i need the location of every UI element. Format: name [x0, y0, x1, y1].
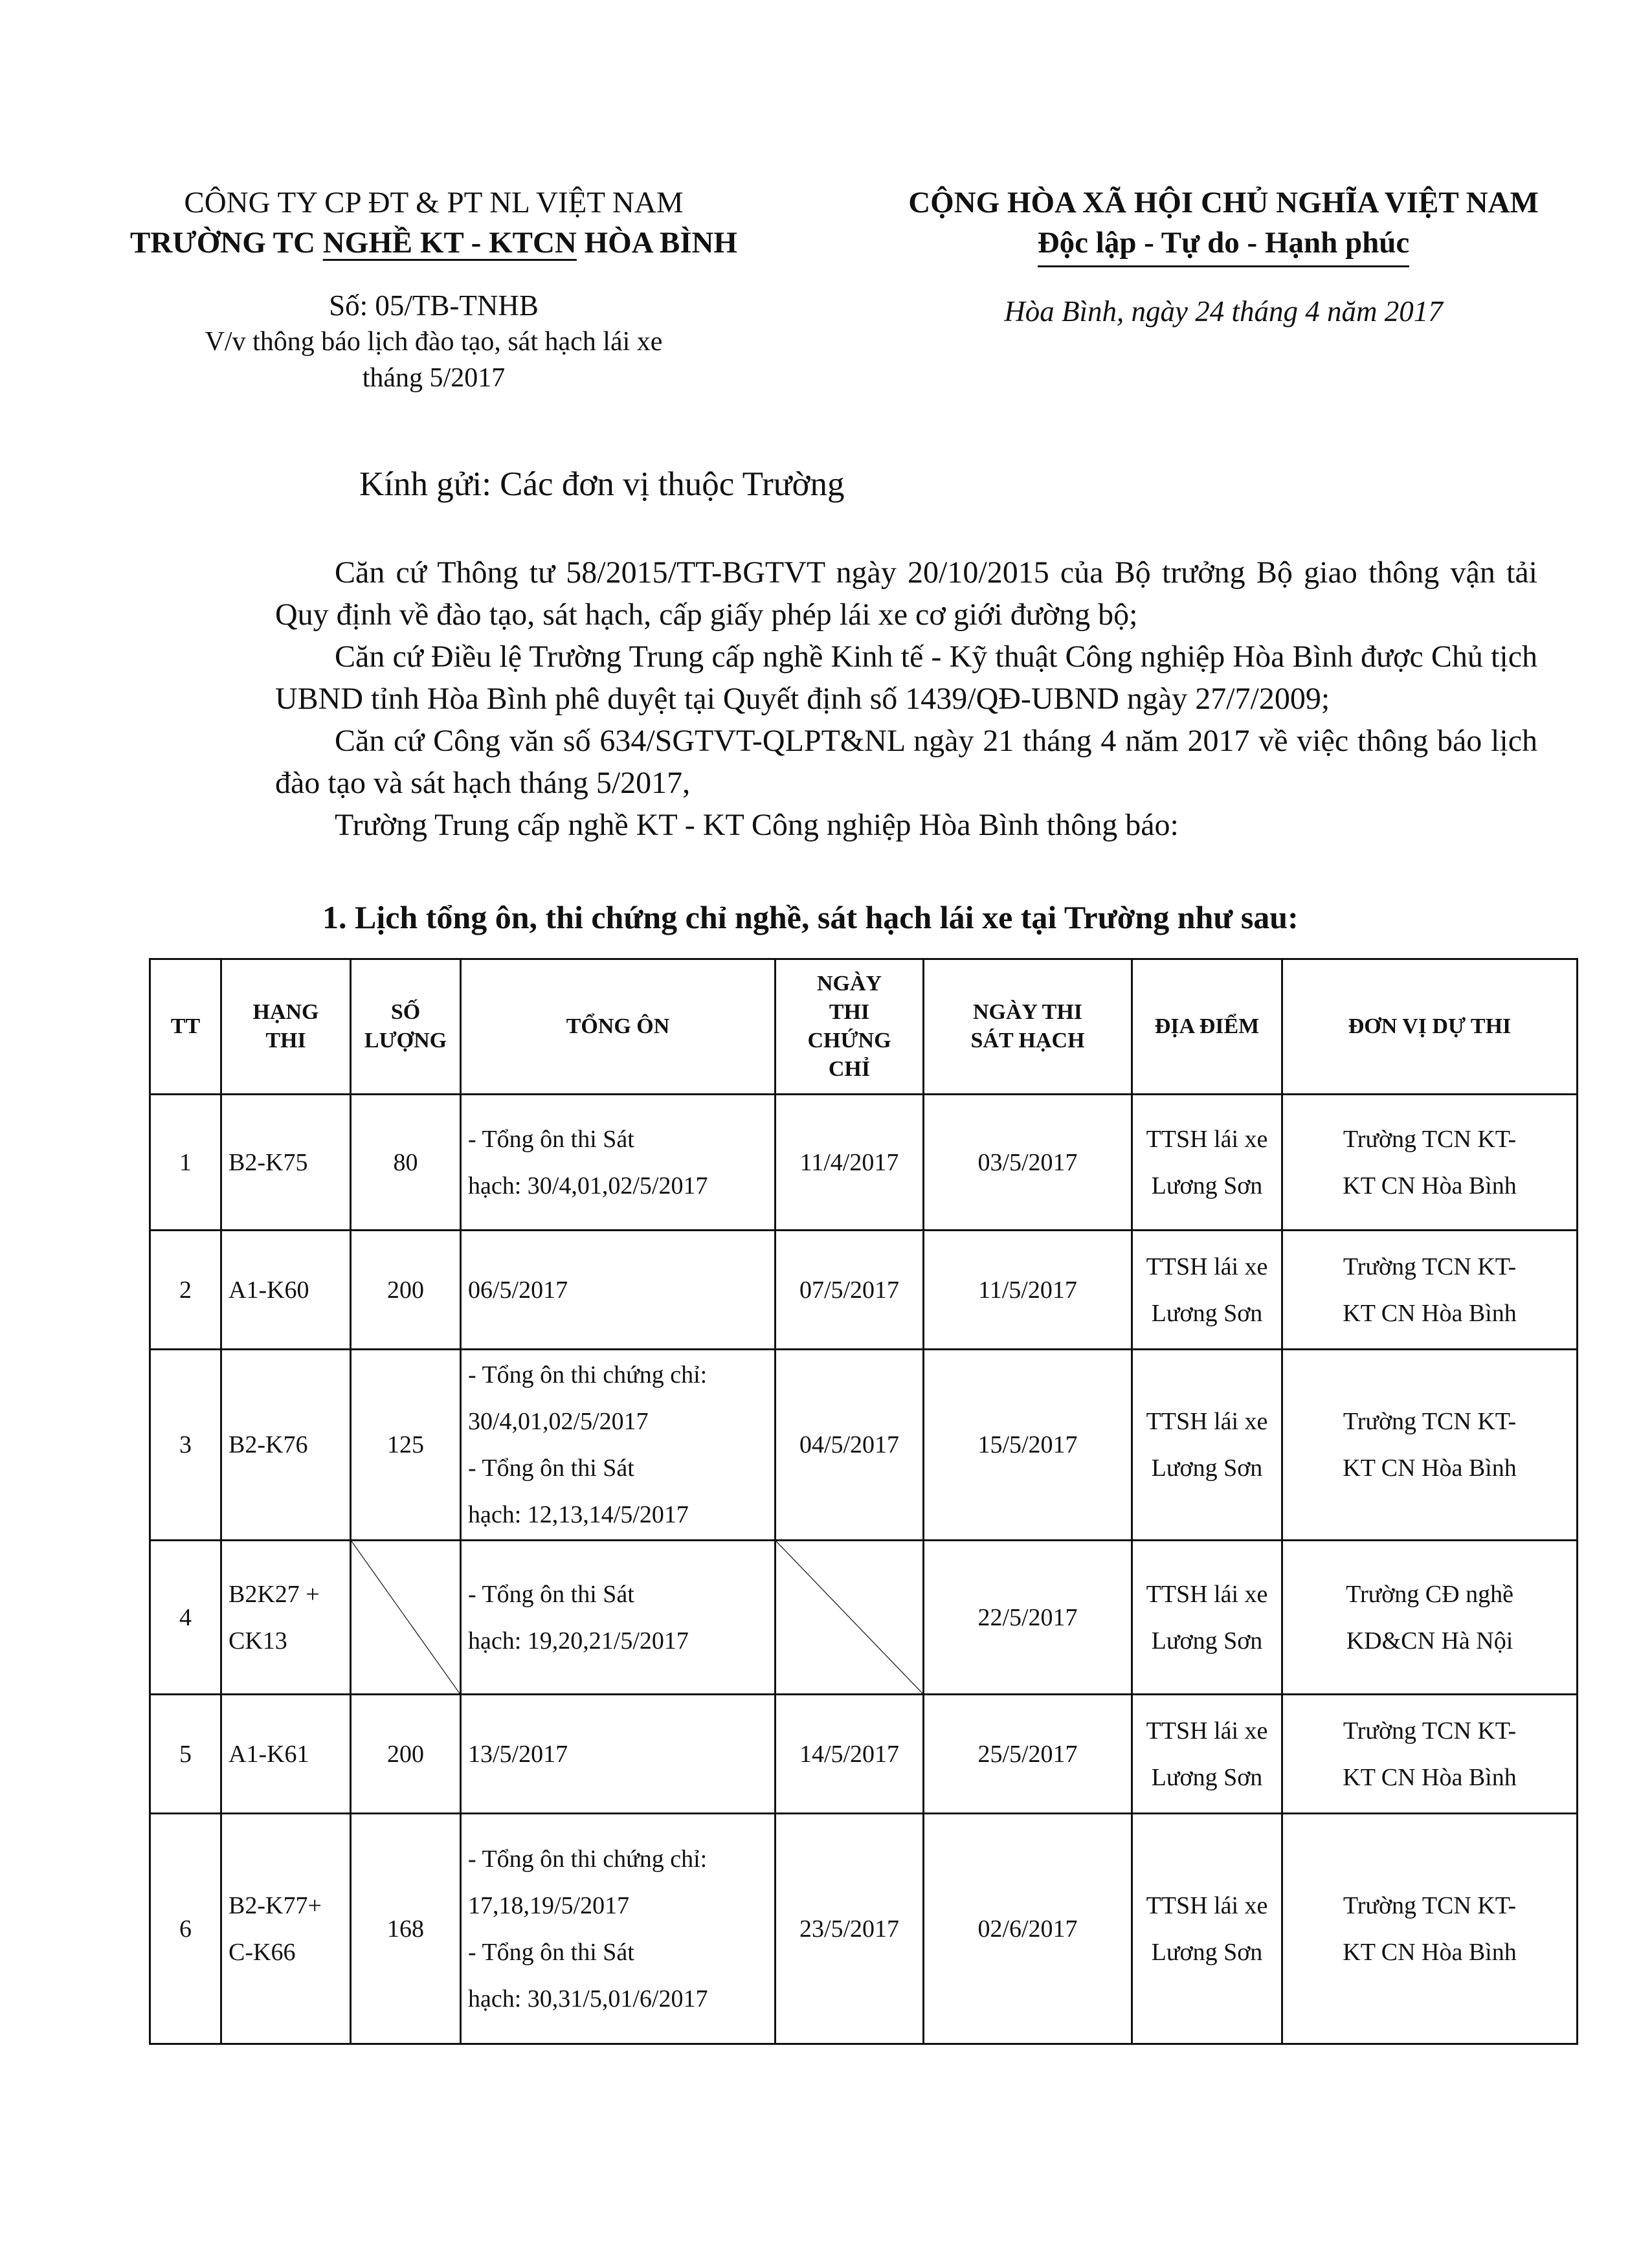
- document-subject-line-2: tháng 5/2017: [362, 363, 506, 393]
- cell-tong-on-line: - Tổng ôn thi Sát: [468, 1580, 634, 1608]
- cell-tong-on: [461, 1231, 776, 1350]
- cell-hang-thi: [221, 1814, 351, 2044]
- cell-hang-thi: [221, 1095, 351, 1231]
- cell-hang-thi-line: B2-K76: [229, 1431, 308, 1458]
- cell-tt: 3: [150, 1350, 221, 1541]
- issuer-block: [117, 183, 751, 396]
- cell-ngay-thi-sat-hach: 22/5/2017: [924, 1541, 1132, 1695]
- paragraph-4: Trường Trung cấp nghề KT - KT Công nghiệp Hòa Bình thông báo:: [335, 808, 1179, 842]
- table-row: [150, 1814, 1578, 2044]
- cell-tt: 1: [150, 1095, 221, 1231]
- schedule-table: [149, 958, 1578, 2045]
- recipient-line: Kính gửi: Các đơn vị thuộc Trường: [359, 465, 845, 503]
- diagonal-strike: [352, 1541, 460, 1693]
- table-header-row: [150, 959, 1578, 1095]
- cell-don-vi-du-thi-line: KT CN Hòa Bình: [1343, 1299, 1517, 1327]
- cell-don-vi-du-thi: [1282, 1695, 1578, 1814]
- cell-hang-thi-line: B2-K75: [229, 1148, 308, 1176]
- cell-hang-thi-line: B2K27 +: [229, 1580, 320, 1608]
- cell-dia-diem-line: Lương Sơn: [1151, 1627, 1263, 1655]
- cell-ngay-thi-sat-hach: 11/5/2017: [924, 1231, 1132, 1350]
- nation-title: CỘNG HÒA XÃ HỘI CHỦ NGHĨA VIỆT NAM: [908, 186, 1539, 219]
- cell-don-vi-du-thi-line: Trường TCN KT-: [1343, 1891, 1517, 1919]
- header-tong-on: TỔNG ÔN: [461, 959, 776, 1095]
- cell-dia-diem: [1132, 1695, 1282, 1814]
- cell-tong-on-line: - Tổng ôn thi Sát: [468, 1938, 634, 1966]
- cell-hang-thi-line: A1-K60: [229, 1276, 309, 1304]
- cell-hang-thi-line: B2-K77+: [229, 1891, 322, 1919]
- cell-so-luong: 200: [351, 1231, 461, 1350]
- cell-don-vi-du-thi-line: Trường TCN KT-: [1343, 1717, 1517, 1745]
- cell-tong-on-line: - Tổng ôn thi chứng chỉ:: [468, 1845, 708, 1873]
- cell-so-luong: 168: [351, 1814, 461, 2044]
- cell-ngay-thi-sat-hach: 25/5/2017: [924, 1695, 1132, 1814]
- school-name-prefix: TRƯỜNG TC: [130, 226, 323, 260]
- cell-don-vi-du-thi-line: Trường TCN KT-: [1343, 1408, 1517, 1435]
- cell-hang-thi: [221, 1350, 351, 1541]
- cell-don-vi-du-thi-line: Trường TCN KT-: [1343, 1125, 1517, 1153]
- table-row: [150, 1541, 1578, 1695]
- cell-tong-on: [461, 1541, 776, 1695]
- cell-ngay-thi-sat-hach: 02/6/2017: [924, 1814, 1132, 2044]
- school-name: [117, 223, 751, 263]
- cell-tong-on: [461, 1095, 776, 1231]
- table-row: [150, 1695, 1578, 1814]
- document-subject-line-1: V/v thông báo lịch đào tạo, sát hạch lái xe: [205, 327, 663, 357]
- paragraph-3: Căn cứ Công văn số 634/SGTVT-QLPT&NL ngày 21 tháng 4 năm 2017 về việc thông báo lịch đào tạo và sát hạch tháng 5/2017,: [275, 724, 1537, 800]
- cell-dia-diem: [1132, 1350, 1282, 1541]
- header-hang-thi: HẠNG THI: [221, 959, 351, 1095]
- school-name-suffix: HÒA BÌNH: [576, 226, 737, 260]
- cell-tong-on-line: 30/4,01,02/5/2017: [468, 1408, 649, 1435]
- cell-don-vi-du-thi: [1282, 1231, 1578, 1350]
- cell-so-luong: 200: [351, 1695, 461, 1814]
- cell-hang-thi: [221, 1231, 351, 1350]
- header-don-vi-du-thi: ĐƠN VỊ DỰ THI: [1282, 959, 1578, 1095]
- cell-dia-diem-line: TTSH lái xe: [1146, 1408, 1268, 1435]
- cell-so-luong: 80: [351, 1095, 461, 1231]
- cell-tong-on-line: 13/5/2017: [468, 1740, 568, 1768]
- company-name: CÔNG TY CP ĐT & PT NL VIỆT NAM: [184, 186, 684, 219]
- cell-don-vi-du-thi-line: KT CN Hòa Bình: [1343, 1172, 1517, 1199]
- cell-dia-diem: [1132, 1541, 1282, 1695]
- cell-don-vi-du-thi-line: KT CN Hòa Bình: [1343, 1455, 1517, 1482]
- section-title: 1. Lịch tổng ôn, thi chứng chỉ nghề, sát hạch lái xe tại Trường như sau:: [322, 899, 1299, 935]
- paragraph-1: Căn cứ Thông tư 58/2015/TT-BGTVT ngày 20/10/2015 của Bộ trưởng Bộ giao thông vận tải Quy định về đào tạo, sát hạch, cấp giấy phép lái xe cơ giới đường bộ;: [275, 555, 1537, 632]
- header-so-luong: SỐ LƯỢNG: [351, 959, 461, 1095]
- table-row: [150, 1350, 1578, 1541]
- school-name-underlined: NGHỀ KT - KTCN: [322, 226, 577, 260]
- cell-don-vi-du-thi-line: KT CN Hòa Bình: [1343, 1763, 1517, 1791]
- cell-dia-diem-line: TTSH lái xe: [1146, 1717, 1268, 1745]
- cell-dia-diem-line: Lương Sơn: [1151, 1455, 1263, 1482]
- cell-tt: 6: [150, 1814, 221, 2044]
- cell-tt: 4: [150, 1541, 221, 1695]
- cell-hang-thi: [221, 1695, 351, 1814]
- header-ngay-thi-sat-hach: NGÀY THI SÁT HẠCH: [924, 959, 1132, 1095]
- cell-don-vi-du-thi: [1282, 1350, 1578, 1541]
- cell-tong-on-line: 17,18,19/5/2017: [468, 1891, 630, 1919]
- document-number: Số: 05/TB-TNHB: [329, 289, 539, 322]
- cell-ngay-thi-chung-chi: [776, 1541, 924, 1695]
- header-tt: TT: [150, 959, 221, 1095]
- cell-dia-diem-line: TTSH lái xe: [1146, 1125, 1268, 1153]
- cell-don-vi-du-thi-line: KT CN Hòa Bình: [1343, 1938, 1517, 1966]
- cell-don-vi-du-thi: [1282, 1095, 1578, 1231]
- national-motto: Độc lập - Tự do - Hạnh phúc: [1038, 223, 1410, 267]
- cell-hang-thi-line: A1-K61: [229, 1740, 309, 1768]
- paragraph-2: Căn cứ Điều lệ Trường Trung cấp nghề Kinh tế - Kỹ thuật Công nghiệp Hòa Bình được Chủ tịch UBND tỉnh Hòa Bình phê duyệt tại Quyết định số 1439/QĐ-UBND ngày 27/7/2009;: [275, 640, 1537, 716]
- cell-ngay-thi-chung-chi: 14/5/2017: [776, 1695, 924, 1814]
- header-dia-diem: ĐỊA ĐIỂM: [1132, 959, 1282, 1095]
- cell-dia-diem-line: TTSH lái xe: [1146, 1891, 1268, 1919]
- cell-tong-on-line: - Tổng ôn thi Sát: [468, 1455, 634, 1482]
- diagonal-strike: [776, 1541, 922, 1693]
- cell-dia-diem-line: TTSH lái xe: [1146, 1580, 1268, 1608]
- cell-dia-diem-line: Lương Sơn: [1151, 1763, 1263, 1791]
- cell-so-luong: [351, 1541, 461, 1695]
- cell-hang-thi-line: CK13: [229, 1627, 287, 1655]
- cell-ngay-thi-chung-chi: 04/5/2017: [776, 1350, 924, 1541]
- cell-tong-on-line: hạch: 30,31/5,01/6/2017: [468, 1985, 708, 2012]
- cell-tong-on: [461, 1695, 776, 1814]
- cell-tong-on: [461, 1350, 776, 1541]
- cell-dia-diem-line: Lương Sơn: [1151, 1172, 1263, 1199]
- place-date: Hòa Bình, ngày 24 tháng 4 năm 2017: [1004, 295, 1443, 328]
- cell-tt: 5: [150, 1695, 221, 1814]
- cell-hang-thi: [221, 1541, 351, 1695]
- cell-ngay-thi-chung-chi: 07/5/2017: [776, 1231, 924, 1350]
- cell-don-vi-du-thi: [1282, 1814, 1578, 2044]
- cell-don-vi-du-thi-line: Trường TCN KT-: [1343, 1253, 1517, 1280]
- cell-so-luong: 125: [351, 1350, 461, 1541]
- national-block: [867, 183, 1579, 328]
- cell-ngay-thi-sat-hach: 15/5/2017: [924, 1350, 1132, 1541]
- table-body: [150, 1095, 1578, 2044]
- cell-dia-diem: [1132, 1814, 1282, 2044]
- cell-tong-on-line: - Tổng ôn thi chứng chỉ:: [468, 1361, 708, 1388]
- cell-tong-on: [461, 1814, 776, 2044]
- table-row: [150, 1231, 1578, 1350]
- cell-hang-thi-line: C-K66: [229, 1938, 296, 1966]
- cell-dia-diem-line: Lương Sơn: [1151, 1938, 1263, 1966]
- cell-don-vi-du-thi: [1282, 1541, 1578, 1695]
- cell-don-vi-du-thi-line: Trường CĐ nghề: [1346, 1580, 1513, 1608]
- legal-basis: [275, 552, 1537, 846]
- cell-ngay-thi-sat-hach: 03/5/2017: [924, 1095, 1132, 1231]
- cell-don-vi-du-thi-line: KD&CN Hà Nội: [1346, 1627, 1513, 1655]
- cell-dia-diem-line: Lương Sơn: [1151, 1299, 1263, 1327]
- cell-dia-diem-line: TTSH lái xe: [1146, 1253, 1268, 1280]
- cell-ngay-thi-chung-chi: 23/5/2017: [776, 1814, 924, 2044]
- cell-tong-on-line: 06/5/2017: [468, 1276, 568, 1304]
- cell-dia-diem: [1132, 1095, 1282, 1231]
- cell-tong-on-line: - Tổng ôn thi Sát: [468, 1125, 634, 1153]
- header-ngay-thi-chung-chi: NGÀY THI CHỨNG CHỈ: [776, 959, 924, 1095]
- cell-ngay-thi-chung-chi: 11/4/2017: [776, 1095, 924, 1231]
- cell-tt: 2: [150, 1231, 221, 1350]
- cell-tong-on-line: hạch: 12,13,14/5/2017: [468, 1501, 689, 1528]
- cell-dia-diem: [1132, 1231, 1282, 1350]
- cell-tong-on-line: hạch: 30/4,01,02/5/2017: [468, 1172, 708, 1199]
- cell-tong-on-line: hạch: 19,20,21/5/2017: [468, 1627, 689, 1655]
- table-row: [150, 1095, 1578, 1231]
